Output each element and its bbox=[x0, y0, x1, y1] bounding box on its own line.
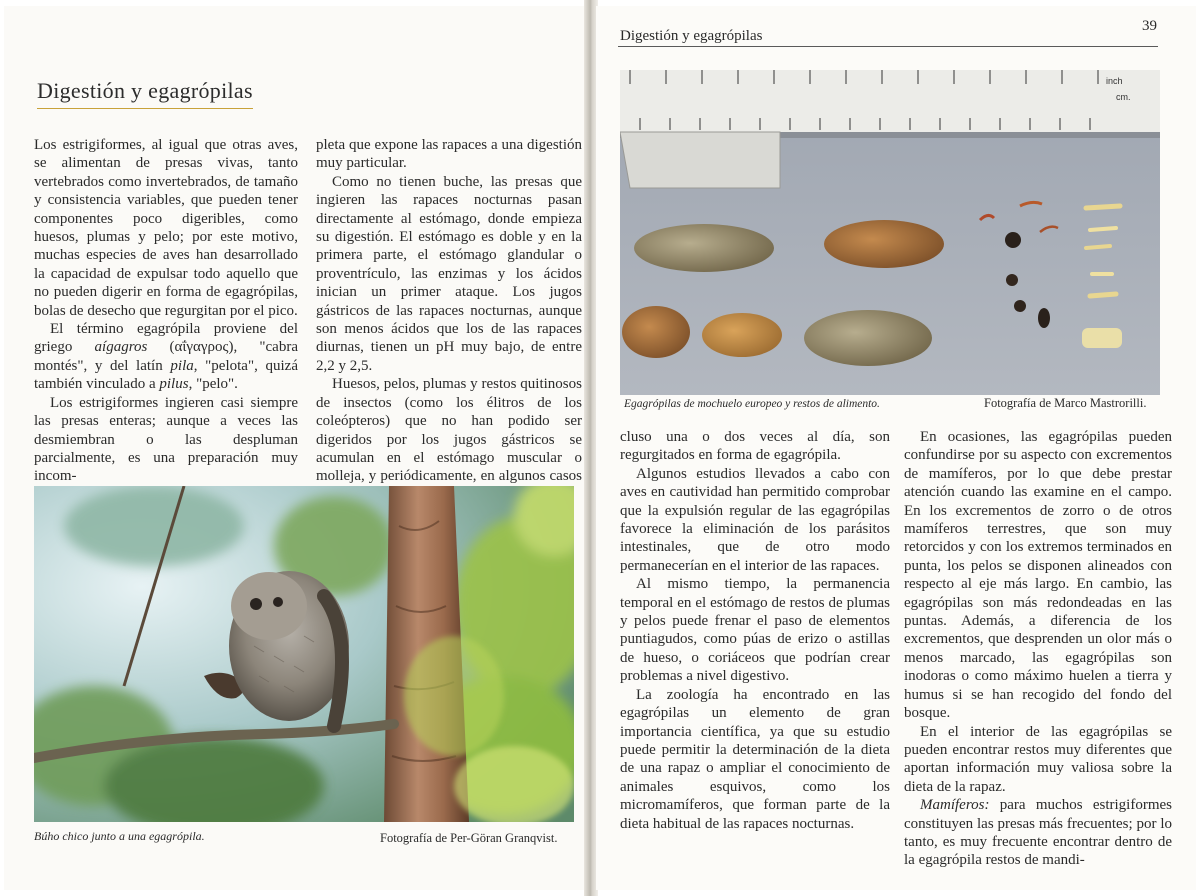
owl-photo-credit: Fotografía de Per-Göran Granqvist. bbox=[380, 831, 558, 845]
paragraph: Como no tienen buche, las presas que ingieren las rapaces nocturnas pasan directamente al estómago, donde empieza su digestión. El estómago es doble y en la primera parte, el estómago glandular o proventrículo, las enzimas y los ácidos inician un primer ataque. Los jugos gástricos de las rapaces nocturnas, aunque son menos ácidos que los de las rapaces diurnas, tienen un pH muy bajo, de entre 2,2 y 2,5. bbox=[316, 173, 582, 374]
paragraph: Algunos estudios llevados a cabo con aves en cautividad han permitido comprobar que la expulsión regular de las egagrópilas favorece la eliminación de los parásitos intestinales, que de otro modo permanecerían en el interior de las rapaces. bbox=[620, 465, 890, 574]
owl-photo-caption: Búho chico junto a una egagrópila. bbox=[34, 829, 205, 843]
text-column-2 bbox=[316, 136, 582, 504]
paragraph: Al mismo tiempo, la permanencia temporal en el estómago de restos de plumas y pelos puede frenar el paso de elementos puntiagudos, como púas de erizo o astillas de hueso, o coriáceos que podrían crear problemas a nivel digestivo. bbox=[620, 576, 890, 685]
text-column-4 bbox=[904, 428, 1172, 870]
page-number: 39 bbox=[1142, 18, 1157, 34]
paragraph: Los estrigiformes, al igual que otras aves, se alimentan de presas vivas, tanto vertebrados como invertebrados, de tamaño y consistencia variables, que pueden tener componentes poco digeribles, como huesos, plumas y pelo; por este motivo, muchas especies de aves han desarrollado la capacidad de expulsar todo aquello que no pueden digerir en forma de egagrópilas, bolas de desecho que regurgitan por el pico. bbox=[34, 137, 298, 319]
paragraph: En ocasiones, las egagrópilas pueden confundirse por su aspecto con excrementos de mamíferos, por lo que debe prestar atención cuando las examine en el campo. En los excrementos de zorro o de otros mamíferos terrestres, que son muy retorcidos y con los extremos terminados en punta, los pelos se disponen alineados con respecto al eje más largo. En cambio, las egagrópilas son más redondeadas en las puntas. Además, a diferencia de los excrementos, que desprenden un olor más o menos marcado, las egagrópilas son inodoras o como máximo huelen a tierra y humus si se han recogido del fondo del bosque. bbox=[904, 429, 1172, 722]
paragraph: cluso una o dos veces al día, son regurgitados en forma de egagrópila. bbox=[620, 429, 890, 464]
paragraph: Huesos, pelos, plumas y restos quitinosos de insectos (como los élitros de los coleópteros) que no han podido ser digeridos por los jugos gástricos se acumulan en el estómago muscular o molleja, y periódicamente, en algunos casos bbox=[316, 376, 582, 485]
paragraph: El término egagrópila proviene del griego aígagros (αΐγαγρος), "cabra montés", y del latín pila, "pelota", quizá también vinculado a pilus, "pelo". bbox=[34, 321, 298, 393]
paragraph: La zoología ha encontrado en las egagrópilas un elemento de gran importancia científica, ya que su estudio puede permitir la determinación de la dieta de una rapaz o ampliar el conocimiento de animales esquivos, como los micromamíferos, que forman parte de la dieta habitual de las rapaces nocturnas. bbox=[620, 686, 890, 832]
pellets-photo-credit: Fotografía de Marco Mastrorilli. bbox=[984, 396, 1147, 410]
paragraph: En el interior de las egagrópilas se pueden encontrar restos muy diferentes que aportan información muy valiosa sobre la dieta de la rapaz. bbox=[904, 723, 1172, 795]
ruler-inch-label: inch bbox=[1106, 76, 1123, 86]
running-head: Digestión y egagrópilas bbox=[620, 28, 763, 44]
pellets-photo bbox=[620, 70, 1160, 395]
owl-photo bbox=[34, 486, 574, 822]
header-rule bbox=[618, 46, 1158, 47]
text-column-1 bbox=[34, 136, 298, 486]
paragraph: pleta que expone las rapaces a una digestión muy particular. bbox=[316, 137, 582, 172]
ruler-cm-label: cm. bbox=[1116, 92, 1131, 102]
pellets-photo-caption: Egagrópilas de mochuelo europeo y restos de alimento. bbox=[624, 398, 880, 410]
section-title: Digestión y egagrópilas bbox=[37, 78, 253, 109]
paragraph: Los estrigiformes ingieren casi siempre las presas enteras; aunque a veces las desmiembran o las despluman parcialmente, es una preparación muy incom- bbox=[34, 394, 298, 485]
text-column-3 bbox=[620, 428, 890, 833]
paragraph: Mamíferos: para muchos estrigiformes constituyen las presas más frecuentes; por lo tanto, es muy frecuente encontrar dentro de la egagrópila restos de mandi- bbox=[904, 797, 1172, 869]
